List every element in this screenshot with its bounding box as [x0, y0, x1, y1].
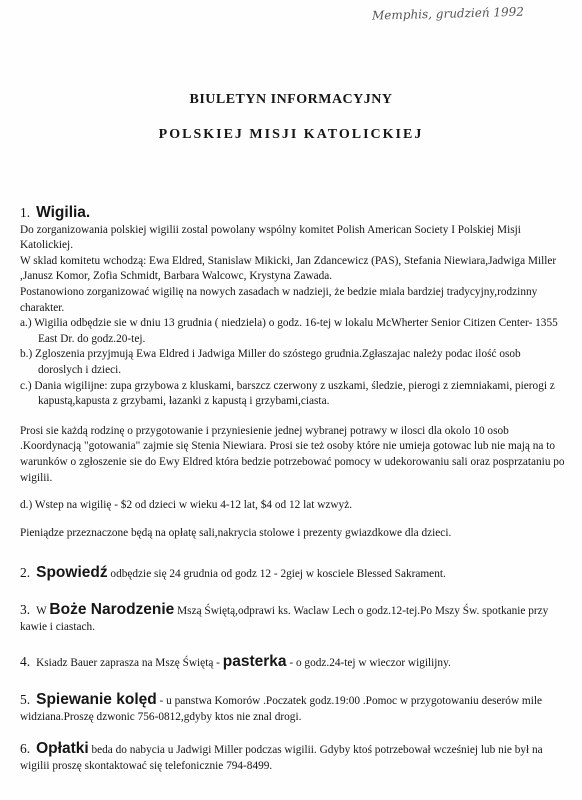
- list-item-c: c.) Dania wigilijne: zupa grzybowa z kluskami, barszcz czerwony z uszkami, śledzie, pierogi z ziemniakami, pierogi z kapustą,kapusta z grzybami, łazanki z kapustą i grzybami,ciasta.: [20, 379, 555, 408]
- list-item-a: a.) Wigilia odbędzie sie w dniu 13 grudnia ( niedziela) o godz. 16-tej w lokalu McWherter Senior Citizen Center- 1355 East Dr. do godz.20-tej.: [20, 317, 558, 345]
- section-text: odbędzie się 24 grudnia od godz 12 - 2giej w kosciele Blessed Sakrament.: [107, 568, 446, 580]
- section-text: - o godz.24-tej w wieczor wigilijny.: [286, 657, 451, 669]
- section-number: 4.: [20, 654, 31, 669]
- section-text: - u panstwa Komorów .Poczatek godz.19:00 .Pomoc w przygotowaniu deserów mile widziana.Proszę dzwonic 756-0812,gdyby ktos nie znal drogi.: [20, 695, 543, 723]
- list-item-b: b.) Zgloszenia przyjmują Ewa Eldred i Jadwiga Miller do szóstego grudnia.Zgłaszajac należy podac ilość osob doroslych i dzieci.: [20, 348, 521, 376]
- section-number: 2.: [20, 565, 31, 580]
- section-text-pre: Ksiadz Bauer zaprasza na Mszę Świętą -: [36, 657, 223, 669]
- section-title: Spiewanie kolęd: [36, 691, 157, 708]
- section-text: beda do nabycia u Jadwigi Miller podczas wigilii. Gdyby ktoś potrzebował wcześniej lub nie był na wigilii proszę skontaktować się telefonicznie 794-8499.: [20, 744, 543, 772]
- section-number: 5.: [20, 692, 31, 707]
- bulletin-subtitle: POLSKIEJ MISJI KATOLICKIEJ: [158, 127, 424, 142]
- bulletin-title: BIULETYN INFORMACYJNY: [189, 92, 393, 107]
- paragraph: W sklad komitetu wchodzą: Ewa Eldred, Stanislaw Mikicki, Jan Zdancewicz (PAS), Stefania Niewiara,Jadwiga Miller ,Janusz Komor, Zofia Schmidt, Barbara Walcowc, Krystyna Zawada.: [20, 254, 557, 283]
- section-title: pasterka: [222, 653, 287, 670]
- handwritten-note: Memphis, grudzień 1992: [371, 4, 525, 23]
- paragraph: Postanowiono zorganizować wigilię na nowych zasadach w nadzieji, że bedzie miala bardziej tradycyjny,rodzinny charakter.: [20, 285, 538, 314]
- section-text: Mszą Świętą,odprawi ks. Waclaw Lech o godz.12-tej.Po Mszy Św. spotkanie przy kawie i ciastach.: [20, 605, 549, 633]
- section-5-koledy: [20, 692, 568, 725]
- paragraph: Prosi sie każdą rodzinę o przygotowanie i przyniesienie jednej wybranej potrawy w ilosci dla okolo 10 osob .Koordynacją "gotowania" zajmie się Stenia Niewiara. Prosi sie też osoby które nie umieja gotowac lub nie mają na to warunków o zgłoszenie sie do Ewy Eldred która bedzie potrzebować pomocy w udekorowaniu sali oraz posprzataniu po wigilii.: [20, 424, 565, 484]
- section-number: 3.: [20, 602, 31, 617]
- section-title: Spowiedź: [36, 564, 108, 581]
- section-1-wigilia: [20, 205, 568, 541]
- section-3-boze-narodzenie: [20, 602, 568, 635]
- section-4-pasterka: [20, 654, 568, 672]
- section-number: 1.: [20, 205, 31, 220]
- list-item-d: d.) Wstep na wigilię - $2 od dzieci w wieku 4-12 lat, $4 od 12 lat wzwyż.: [20, 499, 353, 512]
- section-title: Boże Narodzenie: [49, 601, 175, 618]
- section-title: Opłatki: [36, 740, 89, 757]
- section-text-pre: W: [36, 605, 50, 617]
- section-6-oplatki: [20, 741, 568, 774]
- section-title: Wigilia.: [36, 204, 91, 221]
- paragraph: Pieniądze przeznaczone będą na opłatę sali,nakrycia stolowe i prezenty gwiazdkowe dla dzieci.: [20, 526, 452, 539]
- section-2-spowiedz: [20, 565, 568, 583]
- paragraph: Do zorganizowania polskiej wigilii zostal powolany wspólny komitet Polish American Society I Polskiej Misji Katolickiej.: [20, 223, 521, 252]
- section-number: 6.: [20, 741, 31, 756]
